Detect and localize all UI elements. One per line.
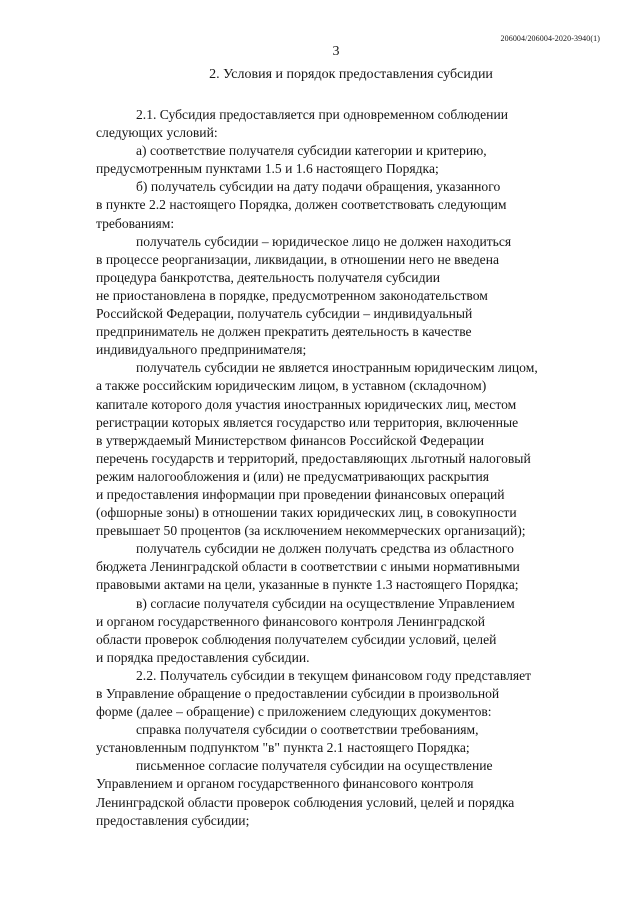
paragraph-condition-a: а) соответствие получателя субсидии категории и критерию, предусмотренным пунктами 1.5 и 1.6 настоящего Порядка; [96,143,487,177]
paragraph-foreign-entity-requirement: получатель субсидии не является иностранным юридическим лицом, а также российским юридическим лицом, в уставном (складочном) капитале которого доля участия иностранных юридических лиц, местом регистрации которых является государство или территория, включенные в утверждаемый Министерством финансов Российской Федерации перечень государств и территорий, предоставляющих льготный налоговый режим налогообложения и (или) не предусматривающих раскрытия и предоставления информации при проведении финансовых операций (офшорные зоны) в отношении таких юридических лиц, в совокупности превышает 50 процентов (за исключением некоммерческих организаций); [96,360,538,539]
document-body [96,106,606,830]
paragraph-legal-entity-requirement: получатель субсидии – юридическое лицо не должен находиться в процессе реорганизации, ликвидации, в отношении него не введена процедура банкротства, деятельность получателя субсидии не приостановлена в порядке, предусмотренном законодательством Российской Федерации, получатель субсидии – индивидуальный предприниматель не должен прекратить деятельность в качестве индивидуального предпринимателя; [96,233,512,358]
paragraph-compliance-certificate: справка получателя субсидии о соответствии требованиям, установленным подпунктом "в" пункта 2.1 настоящего Порядка; [96,722,479,756]
page-number: 3 [332,44,340,59]
document-id: 206004/206004-2020-3940(1) [500,34,600,43]
paragraph-2-2: 2.2. Получатель субсидии в текущем финансовом году представляет в Управление обращение о предоставлении субсидии в произвольной форме (далее – обращение) с приложением следующих документов: [96,667,532,720]
paragraph-2-1: 2.1. Субсидия предоставляется при одновременном соблюдении следующих условий: [96,107,508,141]
paragraph-regional-budget-requirement: получатель субсидии не должен получать средства из областного бюджета Ленинградской области в соответствии с иными нормативными правовыми актами на цели, указанные в пункте 1.3 настоящего Порядка; [96,541,520,593]
section-title: 2. Условия и порядок предоставления субсидии [209,67,493,82]
paragraph-condition-b: б) получатель субсидии на дату подачи обращения, указанного в пункте 2.2 настоящего Порядка, должен соответствовать следующим требованиям: [96,179,507,231]
paragraph-condition-v: в) согласие получателя субсидии на осуществление Управлением и органом государственного финансового контроля Ленинградской области проверок соблюдения получателем субсидии условий, целей и порядка предоставления субсидии. [96,595,515,665]
paragraph-written-consent: письменное согласие получателя субсидии на осуществление Управлением и органом государственного финансового контроля Ленинградской области проверок соблюдения условий, целей и порядка предоставления субсидии; [96,758,515,828]
